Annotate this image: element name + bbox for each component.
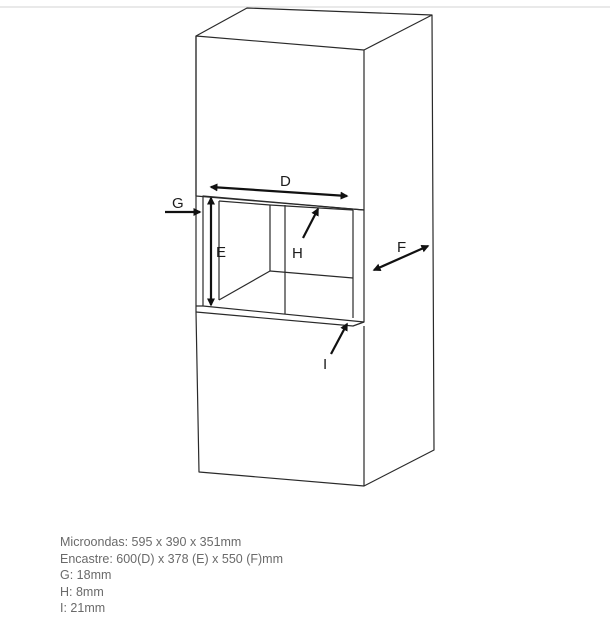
label-f: F: [397, 239, 407, 256]
label-i: I: [323, 356, 328, 373]
spec-h: H: 8mm: [60, 584, 104, 599]
niche-frame: [203, 196, 364, 322]
d-dimension-arrow: [211, 187, 347, 196]
cabinet-top-face: [196, 8, 432, 50]
h-pointer-arrow: [303, 209, 318, 238]
label-d: D: [280, 173, 291, 190]
spec-microondas: Microondas: 595 x 390 x 351mm: [60, 535, 242, 549]
label-h: H: [292, 245, 303, 262]
niche-floor-left: [219, 271, 270, 300]
niche-floor-back: [270, 271, 353, 278]
label-g: G: [172, 195, 184, 212]
niche-shelf: [196, 306, 364, 326]
i-pointer-arrow: [331, 324, 347, 354]
label-e: E: [216, 244, 227, 261]
niche-back-wall: [219, 201, 353, 210]
dimension-arrows: [165, 187, 428, 354]
spec-list: [60, 534, 283, 617]
spec-i: I: 21mm: [60, 601, 106, 616]
spec-encastre: Encastre: 600(D) x 378 (E) x 550 (F)mm: [60, 551, 283, 566]
spec-g: G: 18mm: [60, 568, 112, 583]
